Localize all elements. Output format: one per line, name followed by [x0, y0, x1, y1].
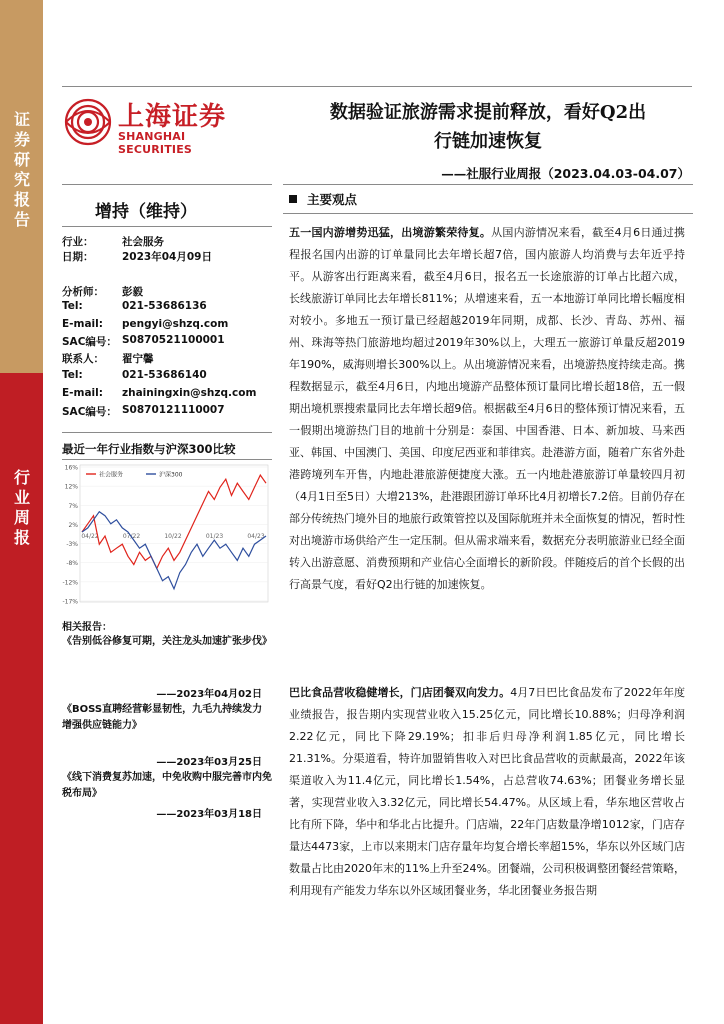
info-value[interactable]: zhainingxin@shzq.com	[122, 387, 257, 399]
related-heading: 相关报告：	[62, 622, 112, 633]
related-report-1-date: ——2023年04月02日	[156, 689, 262, 700]
info-key: 行业：	[62, 236, 94, 248]
info-value: 翟宁馨	[122, 353, 154, 365]
x-tick-label: 10/22	[164, 533, 182, 541]
y-tick-label: -17%	[62, 598, 78, 606]
bullet-square-icon	[289, 195, 297, 203]
info-value: S0870121110007	[122, 404, 225, 416]
y-tick-label: 16%	[64, 464, 78, 472]
info-key: 联系人：	[62, 353, 104, 365]
y-tick-label: 2%	[68, 521, 78, 529]
paragraph-babi-lead: 巴比食品营收稳健增长，门店团餐双向发力。	[289, 686, 511, 699]
chart-top-rule	[62, 432, 272, 433]
report-title-line1: 数据验证旅游需求提前释放，看好Q2出	[329, 102, 647, 123]
section-heading	[289, 190, 357, 208]
paragraph-tourism	[289, 222, 685, 596]
section-rule	[283, 213, 693, 214]
info-key: 日期：	[62, 251, 94, 263]
company-logo	[62, 92, 262, 158]
report-title	[283, 98, 693, 156]
info-key: E-mail:	[62, 318, 103, 330]
info-value: S0870521100001	[122, 334, 225, 346]
info-key: E-mail:	[62, 387, 103, 399]
info-key: 分析师：	[62, 286, 104, 298]
legend-label: 沪深300	[159, 471, 183, 479]
chart-heading: 最近一年行业指数与沪深300比较	[62, 442, 236, 456]
index-comparison-chart	[60, 463, 274, 608]
info-key: SAC编号：	[62, 406, 117, 418]
paragraph-tourism-body: 从国内游情况来看，截至4月6日通过携程报名国内出游的订单量同比去年增长超7倍，国内旅游人均消费与去年近乎持平。从游客出行距离来看，截至4月6日，报名五一长途旅游的订单占比超六成，长线旅游订单同比去年增长811%；从增速来看，五一本地游订单同比增长幅度相对较小。多地五一预订量已经超越2019年同期，成都、长沙、青岛、苏州、福州、珠海等热门旅游地均超过2019年30%以上，大理五一旅游订单量反超2019年190%，威海则增长300%以上。从出境游情况来看，出境游热度持续走高。携程数据显示，截至4月6日，内地出境游产品整体预订量同比增长超18倍，五一假期出境机票搜索量同比去年增长超9倍。根据截至4月6日的整体预订情况来看，五一假期出境游热门目的地前十分别是：泰国、中国香港、日本、新加坡、马来西亚、韩国、中国澳门、美国、印度尼西亚和菲律宾。赴港游方面，随着广东省外赴港跨境列车开售，内地赴港旅游便捷度大涨。五一内地赴港旅游订单量较四月初（4月1日至5日）大增213%，赴港跟团游订单环比4月初增长7.2倍。目前仍存在部分传统热门境外目的地旅行政策管控以及国际航班并未全面恢复的情况，暂时性对出境游市场供给产生一定压制。但从需求端来看，数据充分表明旅游业已经全面转入出游意愿、消费预期和产业信心全面增长的新阶段。伴随疫后的首个长假的出行高景气度，看好Q2出行链的加速恢复。	[289, 226, 686, 591]
related-report-3-date: ——2023年03月18日	[156, 809, 262, 820]
y-tick-label: -12%	[62, 579, 78, 587]
info-value: 社会服务	[122, 236, 164, 248]
rating-label: 增持（维持）	[95, 202, 197, 222]
rating-rule	[62, 226, 272, 227]
y-tick-label: -8%	[66, 560, 78, 568]
info-key: Tel:	[62, 369, 83, 381]
x-tick-label: 07/22	[122, 533, 141, 541]
x-tick-label: 04/23	[247, 533, 265, 541]
info-key: Tel:	[62, 300, 83, 312]
header-top-rule	[62, 86, 692, 87]
y-tick-label: -3%	[66, 541, 78, 549]
report-title-line2: 行链加速恢复	[434, 131, 542, 152]
y-tick-label: 12%	[64, 483, 78, 491]
related-report-2-date: ——2023年03月25日	[156, 757, 262, 768]
logo-name-cn: 上海证券	[118, 102, 227, 132]
related-report-3[interactable]: 《线下消费复苏加速，中免收购中服完善市内免税布局》	[62, 772, 272, 799]
paragraph-babi	[289, 682, 685, 902]
chart-heading-rule	[62, 459, 272, 460]
paragraph-tourism-lead: 五一国内游增势迅猛，出境游繁荣待复。	[289, 226, 492, 239]
right-column-rule	[283, 184, 693, 185]
legend-label: 社会服务	[99, 471, 124, 479]
info-value: 彭毅	[122, 286, 143, 298]
left-column-rule	[62, 184, 272, 185]
logo-name-en: SHANGHAI SECURITIES	[118, 130, 193, 156]
section-heading-text: 主要观点	[307, 192, 358, 207]
related-report-1[interactable]: 《告别低谷修复可期，关注龙头加速扩张步伐》	[62, 636, 272, 647]
y-tick-label: 7%	[68, 502, 78, 510]
info-value: 021-53686136	[122, 300, 207, 312]
report-subtitle: ——社服行业周报（2023.04.03-04.07）	[441, 166, 690, 181]
info-value: 021-53686140	[122, 369, 207, 381]
info-value[interactable]: pengyi@shzq.com	[122, 318, 229, 330]
info-key: SAC编号：	[62, 336, 117, 348]
info-value: 2023年04月09日	[122, 251, 212, 263]
x-tick-label: 01/23	[205, 533, 224, 541]
side-label-top: 证券研究报告	[13, 110, 30, 229]
x-tick-label: 04/22	[81, 533, 99, 541]
related-report-2[interactable]: 《BOSS直聘经营彰显韧性，九毛九持续发力增强供应链能力》	[62, 704, 263, 731]
paragraph-babi-body: 4月7日巴比食品发布了2022年年度业绩报告，报告期内实现营业收入15.25亿元，同比增长10.88%；归母净利润2.22亿元，同比下降29.19%；扣非后归母净利润1.85亿元，同比增长21.31%。分渠道看，特许加盟销售收入对巴比食品营收的贡献最高，2022年该渠道收入为11.4亿元，同比增长1.54%，占总营收74.63%；团餐业务增长显著，实现营业收入3.32亿元，同比增长54.47%。从区域上看，华东地区营收占比有所下降，华中和华北占比提升。门店端，22年门店数量净增1012家，门店存量达4473家，上市以来期末门店存量年均复合增长率超15%，华东以外区域门店数量占比由2020年末的11%上升至24%。团餐端，公司积极调整团餐经营策略，利用现有产能发力华东以外区域团餐业务，华北团餐业务报告期	[289, 686, 686, 897]
side-label-bottom: 行业周报	[13, 468, 30, 547]
logo-emblem-icon	[62, 92, 116, 158]
